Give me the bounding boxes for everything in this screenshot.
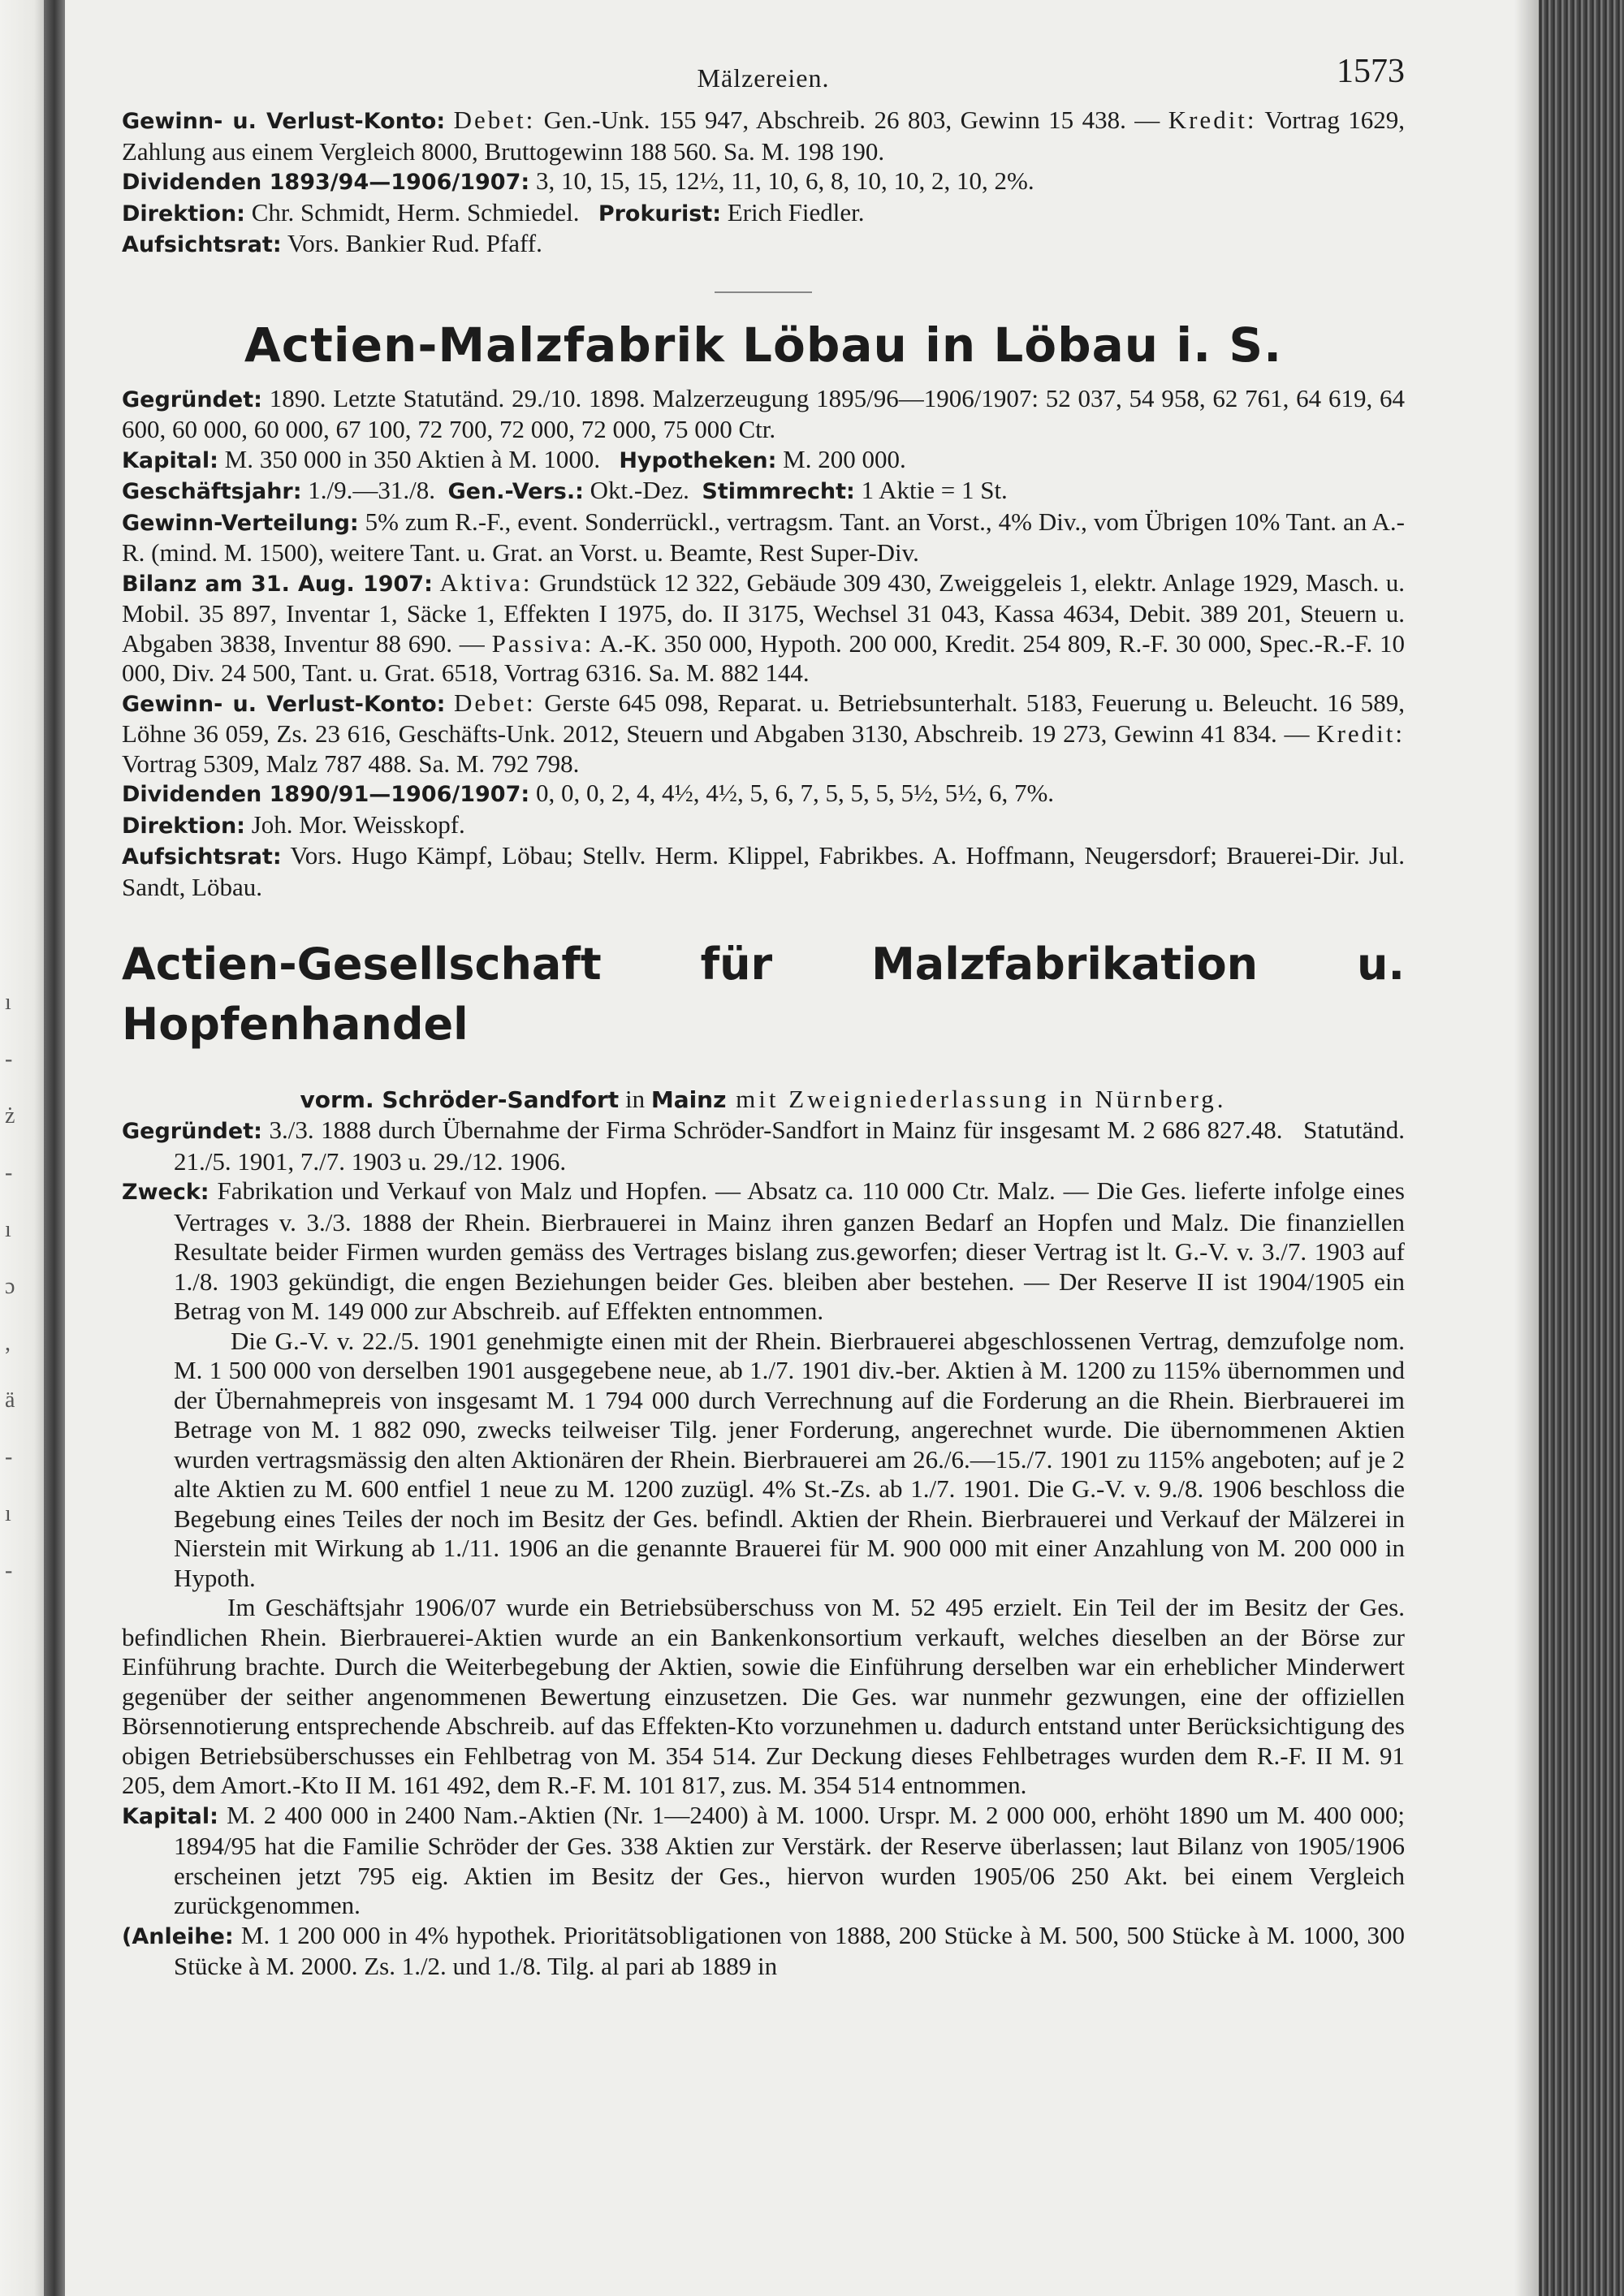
field-label: Kapital: (122, 1803, 218, 1829)
field-label: Gewinn-Verteilung: (122, 510, 359, 536)
field-text: Okt.-Dez. (583, 476, 702, 504)
entry-paragraph (122, 445, 1405, 477)
entry-paragraph (122, 841, 1405, 902)
field-label: Zweck: (122, 1180, 209, 1206)
direction-paragraph (122, 198, 1405, 230)
entry-paragraph (122, 810, 1405, 842)
field-text: M. 2 400 000 in 2400 Nam.-Aktien (Nr. 1—2400) à M. 1000. Urspr. M. 2 000 000, erhöht 1890 um M. 400 000; 1894/95 hat die Familie Schröder der Ges. 338 Aktien zur Verstärk. der Reserve überlassen; laut Bilanz von 1905/1906 erscheinen jetzt 795 eig. Aktien im Besitz der Ges., hiervon wurden 1905/06 250 Akt. bei einem Vergleich zurückgenommen. (174, 1800, 1405, 1920)
entry-paragraph (122, 688, 1405, 779)
page-number: 1573 (1337, 53, 1405, 90)
field-text: Vors. Hugo Kämpf, Löbau; Stellv. Herm. Klippel, Fabrikbes. A. Hoffmann, Neugersdorf; Brauerei-Dir. Jul. Sandt, Löbau. (122, 841, 1405, 901)
book-spine (44, 0, 65, 2296)
field-text: in (619, 1085, 651, 1114)
purpose-continuation (122, 1327, 1405, 1594)
page-content (122, 49, 1411, 1982)
company-entry-mainz (122, 934, 1411, 1982)
field-label: Direktion: (122, 813, 245, 839)
spaced-label: Passiva: (491, 628, 594, 658)
field-text: Vors. Bankier Rud. Pfaff. (281, 229, 542, 257)
field-text: 5% zum R.-F., event. Sonderrückl., vertragsm. Tant. an Vorst., 4% Div., vom Übrigen 10% Tant. an A.-R. (mind. M. 1500), weitere Tant. u. Grat. an Vorst. u. Beamte, Rest Super-Div. (122, 507, 1405, 567)
field-text: M. 1 200 000 in 4% hypothek. Prioritätsobligationen von 1888, 200 Stücke à M. 500, 500 Stücke à M. 1000, 300 Stücke à M. 2000. Zs. 1./2. und 1./8. Tilg. al pari ab 1889 in (174, 1920, 1405, 1981)
field-label: Gewinn- u. Verlust-Konto: (122, 109, 446, 134)
field-text: Gerste 645 098, Reparat. u. Betriebsunterhalt. 5183, Feuerung u. Beleucht. 16 589, Löhne 36 059, Zs. 23 616, Geschäfts-Unk. 2012, Steuern und Abgaben 3130, Abschreib. 19 273, Gewinn 41 834. — (122, 688, 1406, 748)
field-text: Vortrag 5309, Malz 787 488. Sa. M. 792 798. (122, 749, 580, 778)
field-label: Hypotheken: (619, 447, 777, 473)
field-label: Gegründet: (122, 386, 262, 412)
field-text: Grundstück 12 322, Gebäude 309 430, Zweiggeleis 1, elektr. Anlage 1929, Masch. u. Mobil. 35 897, Inventar 1, Säcke 1, Effekten I 1975, do. II 3175, Wechsel 31 043, Kassa 4634, Debit. 389 201, Steuern u. Abgaben 3838, Inventur 88 690. — (122, 568, 1405, 658)
field-text: Die G.-V. v. 22./5. 1901 genehmigte einen mit der Rhein. Bierbrauerei abgeschlossenen Vertrag, demzufolge nom. M. 1 500 000 von derselben 1901 ausgegebene neue, ab 1./7. 1901 div.-ber. Aktien à M. 1200 zu 115% übernommen und der Übernahmepreis von insgesamt M. 1 794 000 durch Verrechnung auf die Forderung an die Rhein. Bierbrauerei im Betrage von M. 1 882 090, zwecks teilweiser Tilg. jener Forderung, angerechnet wurde. Die übernommenen Aktien wurden vertragsmässig den alten Aktionären der Rhein. Bierbrauerei am 26./6.—15./7. 1901 zu 115% angeboten; auf je 2 alte Aktien zu M. 600 entfiel 1 neue zu M. 1200 zuzügl. 4% St.-Zs. ab 1./7. 1901. Die G.-V. v. 9./8. 1906 beschloss die Begebung eines Teiles der noch im Besitz der Ges. befindl. Aktien der Rhein. Bierbrauerei und Verkauf der Mälzerei in Nierstein mit Wirkung ab 1./11. 1906 an die genannte Brauerei für M. 900 000 mit einer Anzahlung von M. 200 000 in Hypoth. (174, 1326, 1405, 1592)
field-label: Dividenden 1893/94—1906/1907: (122, 170, 530, 195)
fiscal-year-paragraph (122, 1593, 1405, 1801)
field-label: Gen.-Vers.: (447, 479, 584, 504)
field-text: Erich Fiedler. (721, 197, 865, 227)
field-text: A.-K. 350 000, Hypoth. 200 000, Kredit. 254 809, R.-F. 30 000, Spec.-R.-F. 10 000, Div. 24 500, Tant. u. Grat. 6518, Vortrag 6316. Sa. M. 882 144. (122, 628, 1405, 687)
field-text: M. 200 000. (776, 444, 906, 473)
field-label: (Anleihe: (122, 1923, 234, 1949)
field-text (445, 106, 453, 134)
running-head (122, 49, 1405, 106)
city-name: Mainz (650, 1086, 727, 1114)
field-text: Vortrag 1629, Zahlung aus einem Vergleich 8000, Bruttogewinn 188 560. Sa. M. 198 190. (122, 106, 1405, 166)
dividends-paragraph (122, 166, 1405, 198)
field-label: Aufsichtsrat: (122, 232, 282, 257)
field-label: Bilanz am 31. Aug. 1907: (122, 571, 433, 597)
margin-mark: - (5, 1558, 13, 1583)
field-text: Fabrikation und Verkauf von Malz und Hopfen. — Absatz ca. 110 000 Ctr. Malz. — Die Ges. lieferte infolge eines Vertrages v. 3./3. 1888 der Rhein. Bierbrauerei in Mainz ihren ganzen Bedarf an Hopfen und Malz. Die finanziellen Resultate beider Firmen wurden gemäss des Vertrages bislang zus.geworfen; dieser Vertrag ist lt. G.-V. v. 3./7. 1903 auf 1./8. 1903 gekündigt, die engen Beziehungen beider Ges. bleiben aber bestehen. — Der Reserve II ist 1904/1905 ein Betrag von M. 149 000 zur Abschreib. auf Effekten entnommen. (174, 1176, 1405, 1326)
field-text: Gen.-Unk. 155 947, Abschreib. 26 803, Gewinn 15 438. — (535, 106, 1168, 134)
entry-paragraph (122, 384, 1405, 445)
field-label: Direktion: (122, 201, 245, 227)
entry-paragraph (122, 476, 1405, 507)
field-text: 3, 10, 15, 15, 12½, 11, 10, 6, 8, 10, 10, 2, 10, 2%. (529, 166, 1034, 195)
field-text: 1 Aktie = 1 St. (854, 476, 1008, 504)
margin-mark: - (5, 1444, 13, 1470)
founded-paragraph (122, 1116, 1411, 1176)
spaced-label: Debet: (454, 688, 536, 717)
former-name: vorm. Schröder-Sandfort (300, 1086, 620, 1114)
profit-loss-paragraph (122, 106, 1405, 166)
capital-paragraph (122, 1801, 1405, 1921)
field-text: 1./9.—31./8. (301, 476, 448, 504)
purpose-paragraph (122, 1176, 1405, 1327)
margin-mark: - (5, 1160, 13, 1185)
margin-mark: ä (5, 1388, 15, 1413)
margin-mark: , (5, 1331, 11, 1356)
bond-paragraph (122, 1921, 1405, 1982)
field-text: Joh. Mor. Weisskopf. (244, 809, 465, 839)
field-label: Prokurist: (598, 201, 721, 227)
company-subtitle (122, 1084, 1405, 1116)
entry-paragraph (122, 507, 1405, 568)
margin-mark: ı (5, 990, 11, 1015)
margin-mark: ı (5, 1217, 11, 1242)
field-label: Kapital: (122, 447, 218, 473)
spaced-label: Aktiva: (439, 568, 533, 597)
page-stack-edge (1539, 0, 1624, 2296)
entry-paragraph (122, 568, 1405, 688)
field-text: 1890. Letzte Statutänd. 29./10. 1898. Malzerzeugung 1895/96—1906/1907: 52 037, 54 958, 62 761, 64 619, 64 600, 60 000, 60 000, 67 100, 72 700, 72 000, 72 000, 75 000 Ctr. (122, 383, 1405, 443)
spaced-label: Debet: (453, 106, 536, 134)
field-label: Gegründet: (122, 1119, 262, 1145)
field-label: Geschäftsjahr: (122, 479, 302, 504)
company-entry-loebau (122, 313, 1405, 903)
field-label: Stimmrecht: (702, 479, 855, 504)
field-text: M. 350 000 in 350 Aktien à M. 1000. (218, 444, 620, 473)
field-text: Im Geschäftsjahr 1906/07 wurde ein Betriebsüberschuss von M. 52 495 erzielt. Ein Teil der im Besitz der Ges. befindlichen Rhein. Bierbrauerei-Aktien wurde an ein Bankenkonsortium verkauft, welches dieselben an der Börse zur Einführung brachte. Durch die Weiterbegebung der Aktien, sowie die Einführung derselben war ein erheblicher Minderwert gegenüber der seither angenommenen Bewertung einzusetzen. Die Ges. war nunmehr gezwungen, eine der offiziellen Börsennotierung entsprechende Abschreib. auf das Effekten-Kto vorzunehmen u. dadurch entstand unter Berücksichtigung des obigen Betriebsüberschusses ein Fehlbetrag von M. 354 514. Zur Deckung dieses Fehlbetrages wurden dem R.-F. II M. 91 205, dem Amort.-Kto II M. 161 492, dem R.-F. M. 101 817, zus. M. 354 514 entnommen. (122, 1593, 1405, 1800)
margin-marks (5, 974, 24, 1599)
margin-mark: - (5, 1047, 13, 1072)
field-text: 0, 0, 0, 2, 4, 4½, 4½, 5, 6, 7, 5, 5, 5, 5½, 5½, 6, 7%. (529, 779, 1055, 807)
field-label: Aufsichtsrat: (122, 844, 282, 870)
running-title: Mälzereien. (697, 63, 830, 93)
field-label: Gewinn- u. Verlust-Konto: (122, 691, 446, 717)
field-label: Dividenden 1890/91—1906/1907: (122, 782, 530, 807)
spaced-text: mit Zweigniederlassung in Nürnberg. (726, 1085, 1227, 1114)
company-title: Actien-Gesellschaft für Malzfabrikation u. Hopfenhandel (122, 939, 1405, 1050)
supervisory-board-paragraph (122, 229, 1405, 261)
spaced-label: Kredit: (1316, 719, 1405, 748)
previous-entry (122, 106, 1405, 261)
entry-paragraph (122, 779, 1405, 810)
field-text (445, 688, 454, 717)
field-text: 3./3. 1888 durch Übernahme der Firma Schröder-Sandfort in Mainz für insgesamt M. 2 686 827.48. Statutänd. 21./5. 1901, 7./7. 1903 u. 29./12. 1906. (174, 1116, 1411, 1176)
section-divider (715, 291, 812, 293)
company-title: Actien-Malzfabrik Löbau in Löbau i. S. (244, 317, 1283, 373)
margin-mark: ż (5, 1103, 15, 1129)
margin-mark: ɔ (5, 1274, 15, 1299)
page-edge-shadow (1514, 0, 1539, 2296)
spaced-label: Kredit: (1168, 106, 1257, 134)
margin-mark: ı (5, 1501, 11, 1526)
field-text: Chr. Schmidt, Herm. Schmiedel. (244, 197, 598, 227)
